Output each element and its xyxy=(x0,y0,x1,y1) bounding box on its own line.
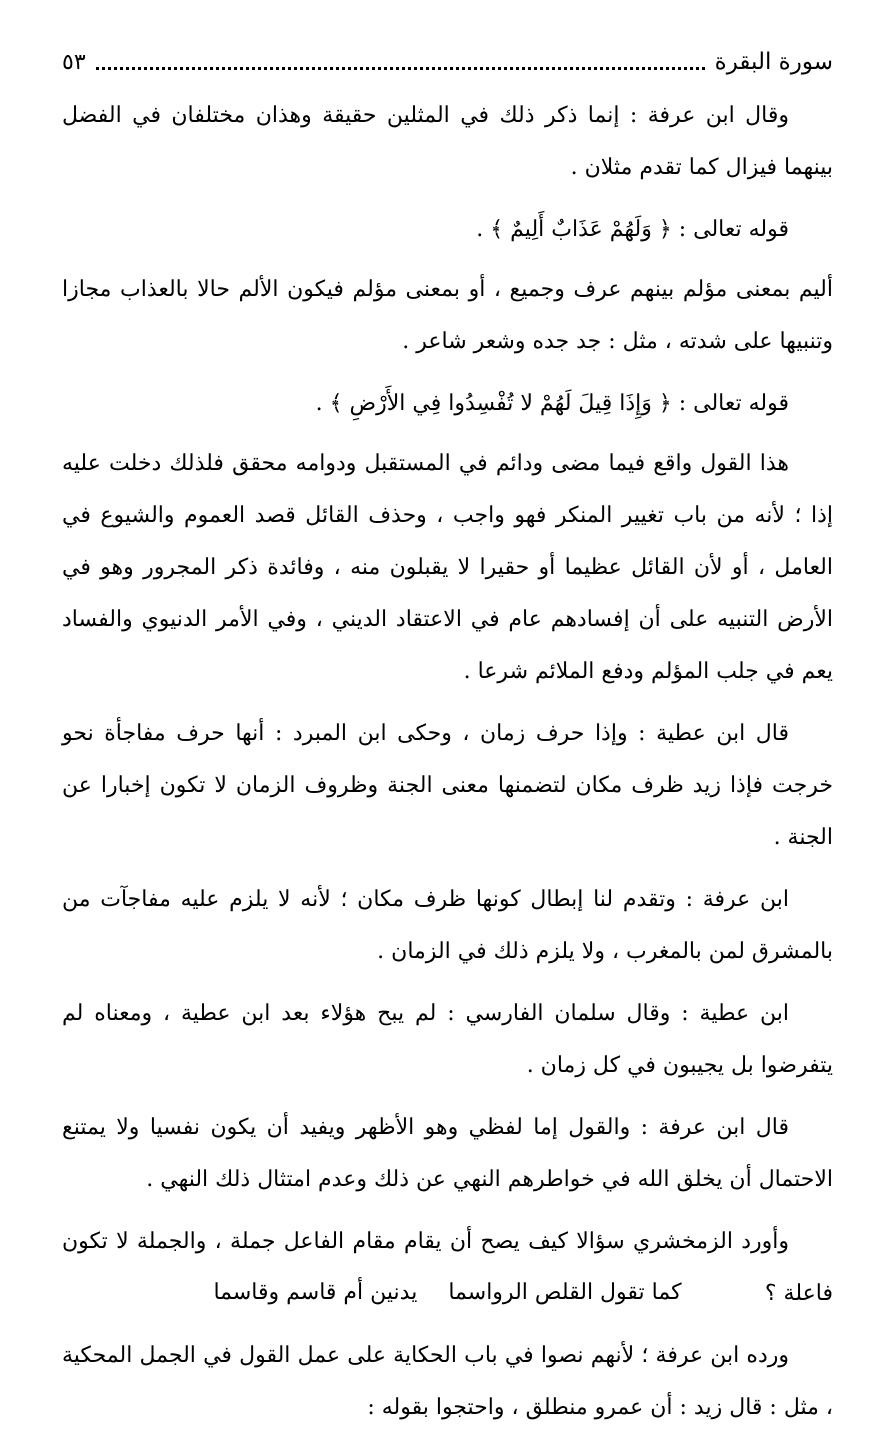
paragraph-ibn-arafa-mithlayn: وقال ابن عرفة : إنما ذكر ذلك في المثلين حقيقة وهذان مختلفان في الفضل بينهما فيزال كما تقدم مثلان . xyxy=(62,103,833,180)
surah-title: سورة البقرة xyxy=(714,49,833,75)
poem-verse xyxy=(62,1280,833,1305)
paragraph-salman-farisi: ابن عطية : وقال سلمان الفارسي : لم يبح هؤلاء بعد ابن عطية ، ومعناه لم يتفرضوا بل يجيبون في كل زمان . xyxy=(62,1001,833,1078)
header-dotted-leader xyxy=(96,67,705,70)
paragraph-alim-meaning: أليم بمعنى مؤلم بينهم عرف وجميع ، أو بمعنى مؤلم فيكون الألم حالا بالعذاب مجازا وتنبيها على شدته ، مثل : جد جده وشعر شاعر . xyxy=(62,277,833,354)
poem-hemistich-first: كما تقول القلص الرواسما xyxy=(448,1280,682,1305)
verse-heading-la-tufsidu: قوله تعالى : ﴿ وَإِذَا قِيلَ لَهُمْ لا تُفْسِدُوا فِي الأَرْضِ ﴾ . xyxy=(315,391,789,416)
paragraph-zamakhshari: وأورد الزمخشري سؤالا كيف يصح أن يقام مقام الفاعل جملة ، والجملة لا تكون فاعلة ؟ xyxy=(62,1229,833,1306)
body-text xyxy=(62,90,833,1444)
running-header xyxy=(62,44,833,80)
verse-heading-adhab-alim: قوله تعالى : ﴿ وَلَهُمْ عَذَابٌ أَلِيمٌ ﴾ . xyxy=(476,217,789,242)
paragraph-ibn-atiyya-idha: قال ابن عطية : وإذا حرف زمان ، وحكى ابن المبرد : أنها حرف مفاجأة نحو خرجت فإذا زيد ظرف مكان لتضمنها معنى الجنة وظروف الزمان لا تكون إخبارا عن الجنة . xyxy=(62,721,833,850)
paragraph-radd-ibn-arafa: ورده ابن عرفة ؛ لأنهم نصوا في باب الحكاية على عمل القول في الجمل المحكية ، مثل : قال زيد : أن عمرو منطلق ، واحتجوا بقوله : xyxy=(62,1343,833,1420)
paragraph-qawl-lafzi: قال ابن عرفة : والقول إما لفظي وهو الأظهر ويفيد أن يكون نفسيا ولا يمتنع الاحتمال أن يخلق الله في خواطرهم النهي عن ذلك وعدم امتثال ذلك النهي . xyxy=(62,1115,833,1192)
paragraph-ibn-arafa-zarf: ابن عرفة : وتقدم لنا إبطال كونها ظرف مكان ؛ لأنه لا يلزم عليه مفاجآت من بالمشرق لمن بالمغرب ، ولا يلزم ذلك في الزمان . xyxy=(62,887,833,964)
page-number: ٥٣ xyxy=(62,49,86,75)
paragraph-qawl-waqi: هذا القول واقع فيما مضى ودائم في المستقبل ودوامه محقق فلذلك دخلت عليه إذا ؛ لأنه من باب تغيير المنكر فهو واجب ، وحذف القائل قصد العموم والشيوع في العامل ، أو لأن القائل عظيما أو حقيرا لا يقبلون منه ، وفائدة ذكر المجرور وهو في الأرض التنبيه على أن إفسادهم عام في الاعتقاد الديني ، وفي الأمر الدنيوي والفساد يعم في جلب المؤلم ودفع الملائم شرعا . xyxy=(62,451,833,684)
poem-hemistich-second: يدنين أم قاسم وقاسما xyxy=(213,1280,418,1305)
